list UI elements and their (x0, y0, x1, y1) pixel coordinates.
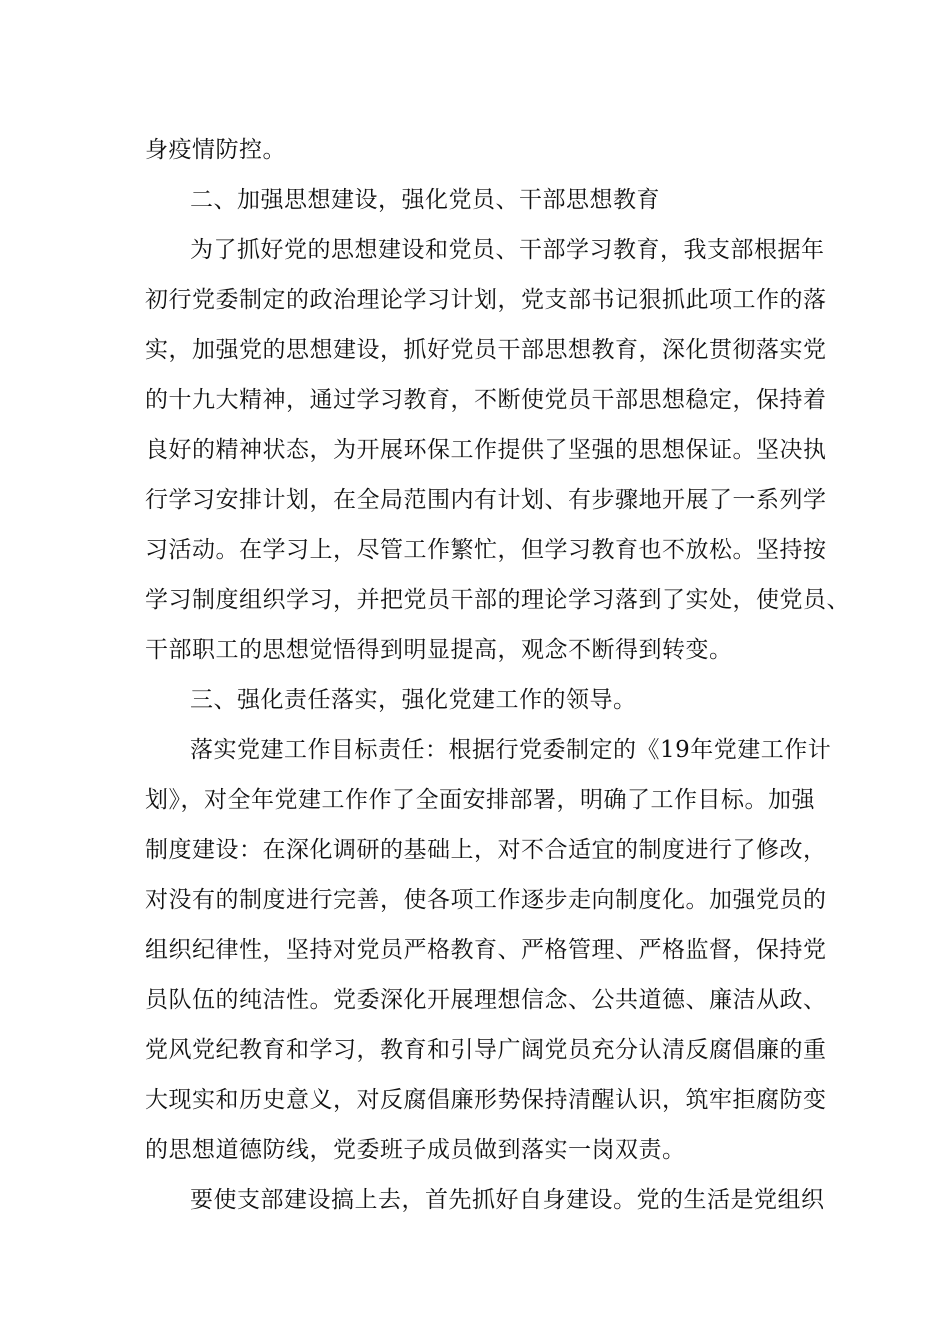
text-line: 为了抓好党的思想建设和党员、干部学习教育，我支部根据年 (190, 237, 825, 263)
section-heading-2: 二、加强思想建设，强化党员、干部思想教育 (190, 187, 660, 213)
text-line: 对没有的制度进行完善，使各项工作逐步走向制度化。加强党员的 (145, 887, 827, 913)
text-line: 员队伍的纯洁性。党委深化开展理想信念、公共道德、廉洁从政、 (145, 987, 827, 1013)
text-line: 良好的精神状态，为开展环保工作提供了坚强的思想保证。坚决执 (145, 437, 827, 463)
text-line: 的十九大精神，通过学习教育，不断使党员干部思想稳定，保持着 (145, 387, 827, 413)
text-line: 党风党纪教育和学习，教育和引导广阔党员充分认清反腐倡廉的重 (145, 1037, 827, 1063)
text-line: 组织纪律性，坚持对党员严格教育、严格管理、严格监督，保持党 (145, 937, 827, 963)
text-line: 干部职工的思想觉悟得到明显提高，观念不断得到转变。 (145, 637, 733, 663)
text-line: 落实党建工作目标责任：根据行党委制定的《19年党建工作计 (190, 737, 832, 763)
text-line: 学习制度组织学习，并把党员干部的理论学习落到了实处，使党员、 (145, 587, 850, 613)
text-line: 要使支部建设搞上去，首先抓好自身建设。党的生活是党组织 (190, 1187, 825, 1213)
text-line: 大现实和历史意义，对反腐倡廉形势保持清醒认识，筑牢拒腐防变 (145, 1087, 827, 1113)
text-line: 制度建设：在深化调研的基础上，对不合适宜的制度进行了修改， (145, 837, 827, 863)
text-line: 行学习安排计划，在全局范围内有计划、有步骤地开展了一系列学 (145, 487, 827, 513)
text-line: 身疫情防控。 (145, 137, 286, 163)
text-line: 划》，对全年党建工作作了全面安排部署，明确了工作目标。加强 (145, 787, 815, 813)
text-line: 实，加强党的思想建设，抓好党员干部思想教育，深化贯彻落实党 (145, 337, 827, 363)
text-line: 初行党委制定的政治理论学习计划，党支部书记狠抓此项工作的落 (145, 287, 827, 313)
text-line: 习活动。在学习上，尽管工作繁忙，但学习教育也不放松。坚持按 (145, 537, 827, 563)
section-heading-3: 三、强化责任落实，强化党建工作的领导。 (190, 687, 637, 713)
text-line: 的思想道德防线，党委班子成员做到落实一岗双责。 (145, 1137, 686, 1163)
